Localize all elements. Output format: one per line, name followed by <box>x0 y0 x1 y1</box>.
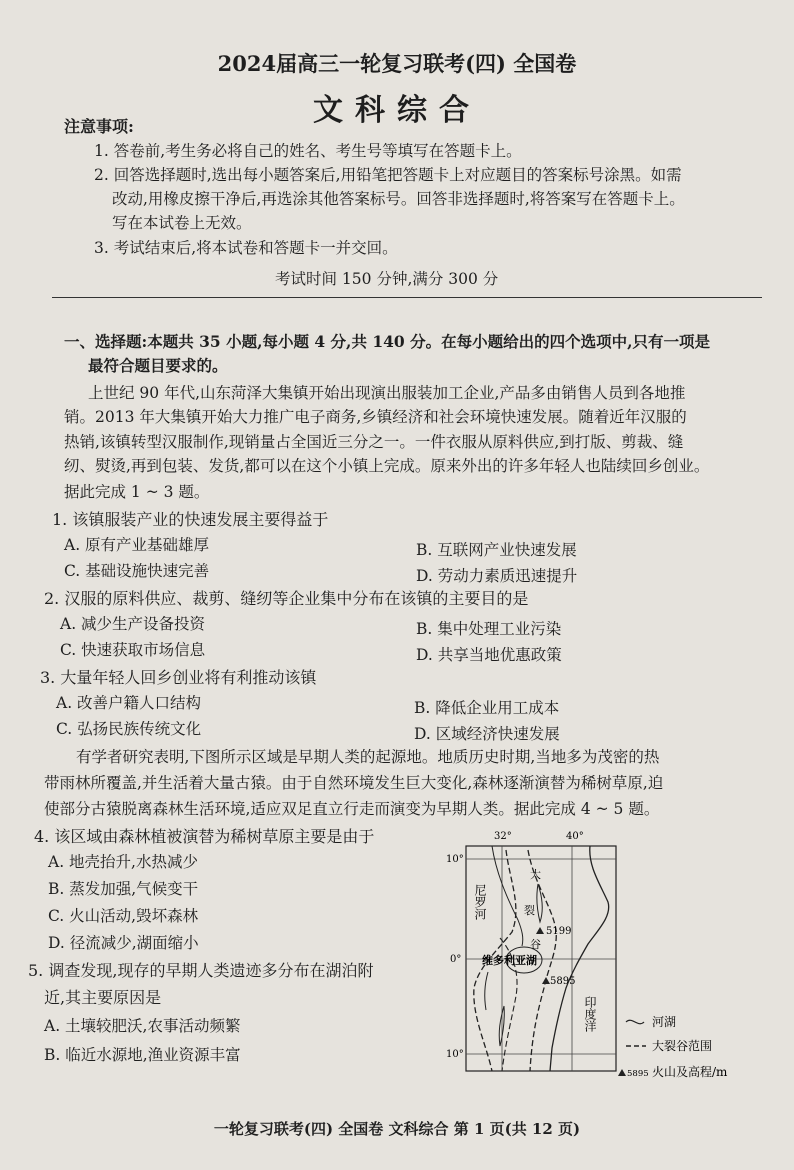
rift-valley-map <box>440 826 770 1086</box>
legend-river-symbol <box>626 1020 644 1023</box>
q1-option-b: B. 互联网产业快速发展 <box>416 541 577 559</box>
section-title: 一、选择题:本题共 35 小题,每小题 4 分,共 140 分。在每小题给出的四个选项中,只有一项是 <box>64 332 710 351</box>
passage-line: 热销,该镇转型汉服制作,现销量占全国近三分之一。一件衣服从原料供应,到打版、剪裁、缝 <box>64 433 684 451</box>
q3-option-a: A. 改善户籍人口结构 <box>56 694 202 712</box>
notes-heading: 注意事项: <box>64 117 134 136</box>
volcano-marker <box>542 977 550 984</box>
q1-option-c: C. 基础设施快速完善 <box>64 562 210 580</box>
peak-label: 5895 <box>550 976 576 987</box>
q2-option-b: B. 集中处理工业污染 <box>416 620 562 638</box>
q1-option-d: D. 劳动力素质迅速提升 <box>416 567 578 585</box>
note-line: 2. 回答选择题时,选出每小题答案后,用铅笔把答题卡上对应题目的答案标号涂黑。如需 <box>94 166 682 184</box>
peak-label: 5199 <box>546 926 572 937</box>
q4-option-a: A. 地壳抬升,水热减少 <box>48 853 198 871</box>
passage-line: 使部分古猿脱离森林生活环境,适应双足直立行走而演变为早期人类。据此完成 4 ~ 5 题。 <box>44 800 660 818</box>
subject-title: 文科综合 <box>313 93 481 128</box>
lat-label: 10° <box>446 854 464 865</box>
q5-option-b: B. 临近水源地,渔业资源丰富 <box>44 1046 241 1064</box>
legend-volcano-symbol <box>618 1069 626 1076</box>
q3-option-d: D. 区域经济快速发展 <box>414 725 560 743</box>
legend-volcano-label: 火山及高程/m <box>652 1065 728 1079</box>
question-2-stem: 2. 汉服的原料供应、裁剪、缝纫等企业集中分布在该镇的主要目的是 <box>44 589 529 608</box>
legend-river-label: 河湖 <box>652 1015 677 1029</box>
valley-label: 谷 <box>530 938 541 951</box>
q4-option-d: D. 径流减少,湖面缩小 <box>48 934 199 952</box>
q5-option-a: A. 土壤较肥沃,农事活动频繁 <box>44 1017 241 1035</box>
legend-volcano-value: 5895 <box>627 1069 649 1079</box>
page-footer: 一轮复习联考(四) 全国卷 文科综合 第 1 页(共 12 页) <box>213 1120 581 1138</box>
q4-option-c: C. 火山活动,毁坏森林 <box>48 907 199 925</box>
lake <box>485 972 488 1010</box>
q3-option-c: C. 弘扬民族传统文化 <box>56 720 202 738</box>
passage-line: 上世纪 90 年代,山东菏泽大集镇开始出现演出服装加工企业,产品多由销售人员到各地推 <box>88 384 686 402</box>
passage-line: 带雨林所覆盖,并生活着大量古猿。由于自然环境发生巨大变化,森林逐渐演替为稀树草原,迫 <box>44 774 664 792</box>
q2-option-a: A. 减少生产设备投资 <box>60 615 206 633</box>
exam-title: 2024届高三一轮复习联考(四) 全国卷 <box>217 51 577 76</box>
ocean-label: 印度洋 <box>583 996 597 1032</box>
volcano-marker <box>536 927 544 934</box>
note-line: 写在本试卷上无效。 <box>112 214 252 232</box>
exam-info: 考试时间 150 分钟,满分 300 分 <box>275 270 499 288</box>
note-line: 1. 答卷前,考生务必将自己的姓名、考生号等填写在答题卡上。 <box>94 142 522 160</box>
passage-line: 有学者研究表明,下图所示区域是早期人类的起源地。地质历史时期,当地多为茂密的热 <box>76 748 660 766</box>
valley-label: 裂 <box>524 904 535 917</box>
lake-label: 维多利亚湖 <box>482 954 537 967</box>
question-3-stem: 3. 大量年轻人回乡创业将有利推动该镇 <box>40 668 317 687</box>
note-line: 改动,用橡皮擦干净后,再选涂其他答案标号。回答非选择题时,将答案写在答题卡上。 <box>112 190 685 208</box>
lat-label: 10° <box>446 1049 464 1060</box>
section-title-cont: 最符合题目要求的。 <box>88 356 228 375</box>
q2-option-d: D. 共享当地优惠政策 <box>416 646 562 664</box>
passage-line: 纫、熨烫,再到包装、发货,都可以在这个小镇上完成。原来外出的许多年轻人也陆续回乡创业。 <box>64 457 710 475</box>
q3-option-b: B. 降低企业用工成本 <box>414 699 560 717</box>
coastline <box>550 846 609 1071</box>
valley-label: 大 <box>530 868 541 881</box>
lat-label: 0° <box>450 954 462 965</box>
passage-line: 销。2013 年大集镇开始大力推广电子商务,乡镇经济和社会环境快速发展。随着近年汉服的 <box>64 408 687 426</box>
question-4-stem: 4. 该区域由森林植被演替为稀树草原主要是由于 <box>34 827 375 846</box>
legend-rift-label: 大裂谷范围 <box>652 1039 713 1053</box>
passage-line: 据此完成 1 ~ 3 题。 <box>64 483 210 501</box>
q4-option-b: B. 蒸发加强,气候变干 <box>48 880 199 898</box>
question-5-stem-cont: 近,其主要原因是 <box>44 988 162 1007</box>
note-line: 3. 考试结束后,将本试卷和答题卡一并交回。 <box>94 239 398 257</box>
divider <box>52 297 762 298</box>
lon-label: 32° <box>494 831 512 842</box>
lon-label: 40° <box>566 831 584 842</box>
q2-option-c: C. 快速获取市场信息 <box>60 641 206 659</box>
question-1-stem: 1. 该镇服装产业的快速发展主要得益于 <box>52 510 329 529</box>
river-label: 尼罗河 <box>473 884 487 920</box>
question-5-stem: 5. 调查发现,现存的早期人类遗迹多分布在湖泊附 <box>28 961 374 980</box>
q1-option-a: A. 原有产业基础雄厚 <box>64 536 210 554</box>
